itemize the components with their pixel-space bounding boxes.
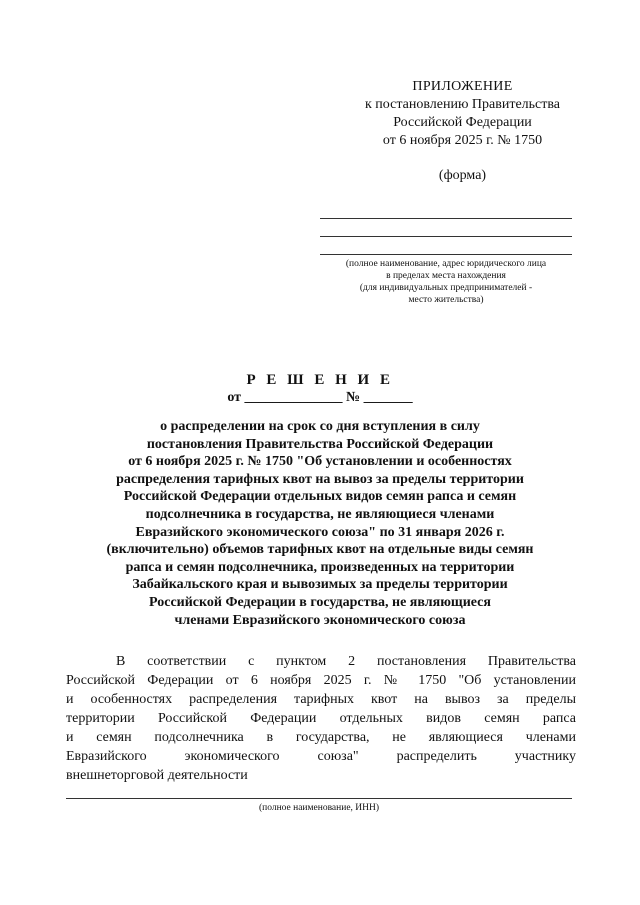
body-line: Евразийского экономического союза" распределить участнику <box>66 749 576 764</box>
body-line: и особенностях распределения тарифных квот на вывоз за пределы <box>66 692 576 707</box>
subject-line: распределения тарифных квот на вывоз за пределы территории <box>116 471 524 487</box>
body-line: Российской Федерации от 6 ноября 2025 г. № 1750 "Об установлении <box>66 673 576 688</box>
body-line: внешнеторговой деятельности <box>66 768 248 783</box>
caption-line: (для индивидуальных предпринимателей - <box>359 283 533 293</box>
addressee-line-3 <box>320 254 572 255</box>
appendix-block <box>330 78 595 150</box>
subject-line: рапса и семян подсолнечника, произведенных на территории <box>125 559 515 575</box>
addressee-caption <box>320 258 572 306</box>
decision-date-number: от ______________ № _______ <box>227 390 413 405</box>
subject-line: Забайкальского края и вывозимых за пределы территории <box>132 577 508 593</box>
body-line: В соответствии с пунктом 2 постановления Правительства <box>116 654 576 669</box>
appendix-line: Российской Федерации <box>393 115 532 130</box>
body-line: и семян подсолнечника в государства, не являющиеся членами <box>66 730 576 745</box>
form-label: (форма) <box>438 168 487 183</box>
appendix-line: к постановлению Правительства <box>364 97 561 112</box>
participant-line <box>66 798 572 799</box>
addressee-line-1 <box>320 218 572 219</box>
subject-line: (включительно) объемов тарифных квот на отдельные виды семян <box>106 542 534 558</box>
appendix-title: ПРИЛОЖЕНИЕ <box>412 79 513 94</box>
subject-line: подсолнечника в государства, не являющиеся членами <box>145 506 495 522</box>
decision-heading: Р Е Ш Е Н И Е <box>246 372 394 388</box>
subject-line: членами Евразийского экономического союза <box>174 612 466 628</box>
decision-subject <box>64 418 576 629</box>
appendix-line: от 6 ноября 2025 г. № 1750 <box>382 133 543 148</box>
subject-line: Российской Федерации отдельных видов семян рапса и семян <box>123 489 517 505</box>
subject-line: Евразийского экономического союза" по 31 января 2026 г. <box>135 524 505 540</box>
subject-line: Российской Федерации в государства, не являющиеся <box>149 594 491 610</box>
participant-caption: (полное наименование, ИНН) <box>258 803 380 813</box>
addressee-line-2 <box>320 236 572 237</box>
subject-line: от 6 ноября 2025 г. № 1750 "Об установлении и особенностях <box>128 454 512 470</box>
caption-line: в пределах места нахождения <box>386 271 506 281</box>
caption-line: (полное наименование, адрес юридического лица <box>345 259 547 269</box>
caption-line: место жительства) <box>408 295 484 305</box>
body-line: территории Российской Федерации отдельных видов семян рапса <box>66 711 576 726</box>
body-paragraph <box>66 652 576 785</box>
subject-line: о распределении на срок со дня вступления в силу <box>160 419 480 434</box>
subject-line: постановления Правительства Российской Федерации <box>146 436 494 452</box>
